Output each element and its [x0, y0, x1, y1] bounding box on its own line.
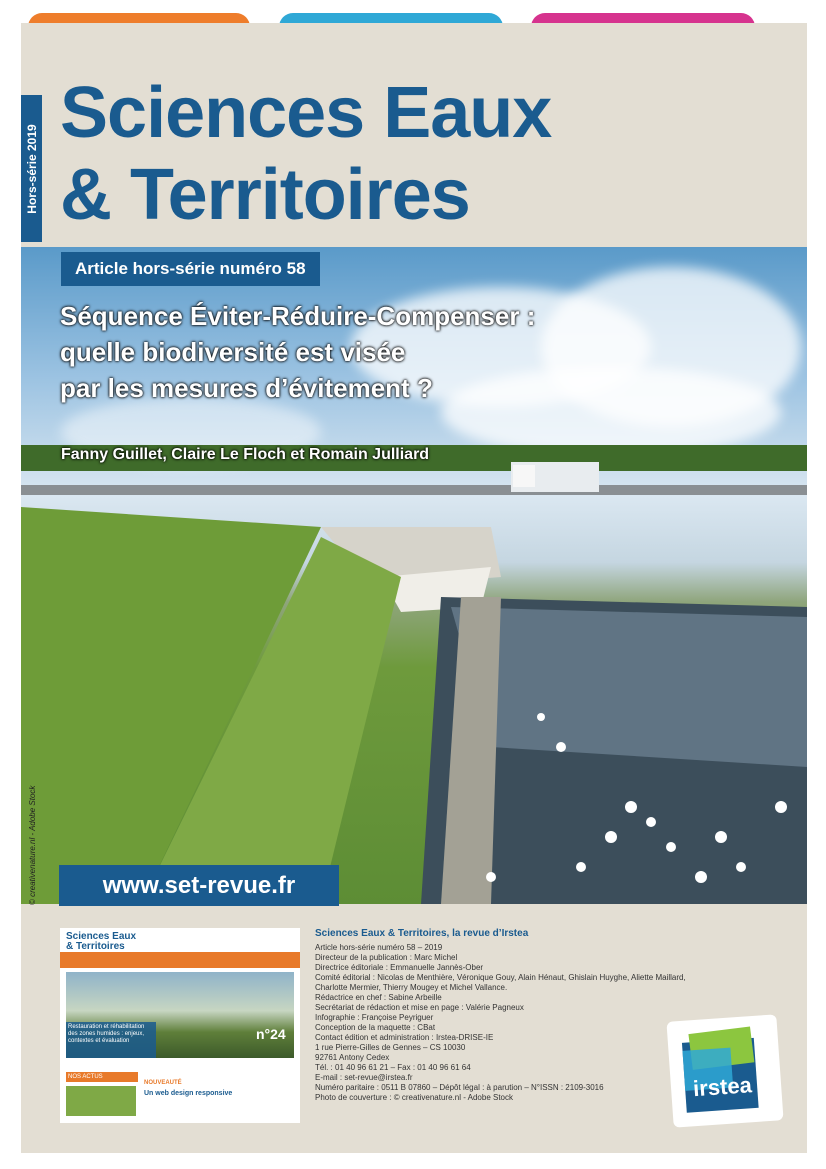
magazine-title [60, 72, 551, 236]
info-line: Rédactrice en chef : Sabine Arbeille [315, 993, 442, 1002]
info-line: Directeur de la publication : Marc Michel [315, 953, 458, 962]
photo-credit: © creativenature.nl - Adobe Stock [28, 785, 37, 905]
publication-info [315, 928, 695, 1103]
side-label-text: Hors-série 2019 [24, 123, 39, 214]
headline-line3: par les mesures d’évitement ? [60, 373, 433, 403]
info-line: Directrice éditoriale : Emmanuelle Jannès-Ober [315, 963, 484, 972]
website-link[interactable]: www.set-revue.fr [59, 865, 339, 906]
magazine-title-line1: Sciences Eaux [60, 73, 552, 153]
thumbnail-news-heading: NOS ACTUS [66, 1072, 138, 1082]
info-line: Charlotte Mermier, Thierry Mougey et Michel Vallance. [315, 983, 508, 992]
info-line: Conception de la maquette : CBat [315, 1023, 436, 1032]
thumbnail-new-text: Un web design responsive [144, 1090, 233, 1097]
info-line: Contact édition et administration : Irstea-DRISE-IE [315, 1033, 494, 1042]
info-line: 1 rue Pierre-Gilles de Gennes – CS 10030 [315, 1043, 466, 1052]
irstea-logo [666, 1014, 783, 1127]
headline-line2: quelle biodiversité est visée [60, 337, 406, 367]
info-line: Numéro paritaire : 0511 B 07860 – Dépôt légal : à parution – N°ISSN : 2109-3016 [315, 1083, 604, 1092]
headline-line1: Séquence Éviter-Réduire-Compenser : [60, 301, 536, 331]
website-thumbnail [60, 928, 300, 1123]
thumbnail-title-line2: & Territoires [66, 941, 125, 952]
article-badge: Article hors-série numéro 58 [61, 252, 320, 286]
side-label [21, 95, 42, 242]
info-line: Comité éditorial : Nicolas de Menthière, Véronique Gouy, Alain Hénaut, Ghislain Huyghe, Aliette Maillard, [315, 973, 686, 982]
irstea-logo-mark [666, 1014, 783, 1127]
thumbnail-nav [60, 952, 300, 968]
info-heading: Sciences Eaux & Territoires, la revue d’Irstea [315, 928, 529, 939]
thumbnail-new-heading: NOUVEAUTÉ [144, 1080, 182, 1086]
info-line: Secrétariat de rédaction et mise en page : Valérie Pagneux [315, 1003, 524, 1012]
info-line: Tél. : 01 40 96 61 21 – Fax : 01 40 96 61 64 [315, 1063, 471, 1072]
thumbnail-title-line1: Sciences Eaux [66, 931, 137, 942]
info-line: Infographie : Françoise Peyriguer [315, 1013, 434, 1022]
magazine-title-line2: & Territoires [60, 155, 470, 235]
info-line: E-mail : set-revue@irstea.fr [315, 1073, 413, 1082]
authors: Fanny Guillet, Claire Le Floch et Romain Julliard [61, 446, 430, 463]
thumbnail-news-image [66, 1086, 136, 1116]
irstea-logo-text: irstea [692, 1072, 753, 1102]
thumbnail-title [66, 932, 136, 952]
article-headline [60, 298, 535, 406]
info-line: Photo de couverture : © creativenature.nl - Adobe Stock [315, 1093, 514, 1102]
thumbnail-issue: n°24 [256, 1026, 286, 1042]
info-line: Article hors-série numéro 58 – 2019 [315, 943, 443, 952]
info-line: 92761 Antony Cedex [315, 1053, 390, 1062]
thumbnail-feature-title: Restauration et réhabilitation des zones humides : enjeux, contextes et évaluation [66, 1022, 156, 1058]
